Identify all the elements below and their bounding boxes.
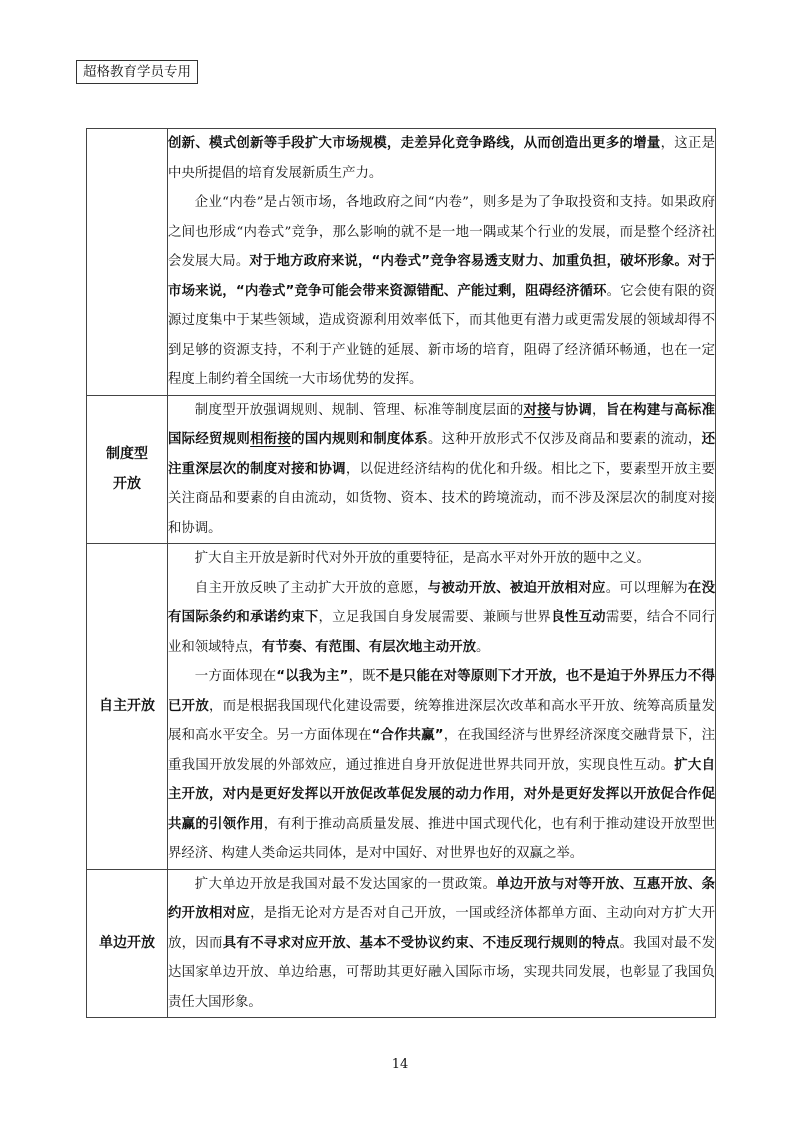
- paragraph: [168, 662, 715, 869]
- row-label: [87, 869, 168, 1018]
- table-row: [87, 395, 716, 544]
- row-content: [168, 544, 716, 870]
- table-row: [87, 129, 716, 396]
- text-run: ，这正是中央所提倡的培育发展新质生产力。: [168, 136, 716, 181]
- bold-text: 有节奏、有范围、有层次地主动开放: [261, 639, 476, 655]
- content-table: [86, 128, 716, 1018]
- bold-text: 与被动开放、被迫开放相对应: [427, 580, 606, 596]
- row-label: [87, 544, 168, 870]
- document-tag: 超格教育学员专用: [76, 60, 198, 84]
- bold-text: 单边开放与对等开放、互惠开放、条约开放相对应: [168, 876, 716, 921]
- text-run: ，是指无论对方是否对自己开放，一国或经济体都单方面、主动向对方扩大开放，因而: [168, 906, 715, 951]
- bold-text: 具有不寻求对应开放、基本不受协议约束、不违反现行规则的特点: [222, 935, 620, 951]
- paragraph: [168, 574, 715, 663]
- text-run: 自主开放反映了主动扩大开放的意愿，: [194, 580, 428, 596]
- text-run: ，以促进经济结构的优化和升级。相比之下，要素型开放主要关注商品和要素的自由流动，如货物、资本、技术的跨境流动，而不涉及深层次的制度对接和协调。: [168, 461, 716, 536]
- bold-text: 旨在构建与高标准国际经贸规则: [168, 402, 716, 447]
- bold-text: 良性互动: [551, 610, 606, 625]
- row-label: [87, 395, 168, 544]
- text-run: 扩大自主开放是新时代对外开放的重要特征，是高水平对外开放的题中之义。: [194, 551, 651, 566]
- text-run: 。我国对最不发达国家单边开放、单边给惠，可帮助其更好融入国际市场，实现共同发展，也彰显了我国负责任大国形象。: [168, 935, 716, 1010]
- text-run: 制度型开放强调规则、规制、管理、标准等制度层面的: [194, 402, 524, 418]
- text-run: ，在我国经济与世界经济深度交融背景下，注重我国开放发展的外部效应，通过推进自身开放促进世界共同开放，实现良性互动。: [168, 728, 715, 773]
- bold-text: 相衔接: [250, 432, 292, 447]
- row-label-line: 单边开放: [99, 935, 155, 952]
- bold-text: 扩大自主开放，对内是更好发挥以开放促改革促发展的动力作用，对外是更好发挥以开放促合作促共赢的引领作用: [168, 757, 716, 832]
- bold-text: 对于地方政府来说，“内卷式”竞争容易透支财力、加重负担，破坏形象。对于市场来说，“内卷式”竞争可能会带来资源错配、产能过剩，阻碍经济循环: [168, 254, 715, 299]
- table-row: [87, 544, 716, 870]
- row-label-line: 开放: [113, 476, 141, 493]
- text-run: 需要，结合不同行业和领域特点，: [168, 610, 716, 655]
- bold-text: 对接: [523, 402, 551, 418]
- text-run: 。可以理解为: [605, 580, 688, 596]
- text-run: 。: [475, 639, 490, 655]
- bold-text: 创新、模式创新等手段扩大市场规模，走差异化竞争路线，从而创造出更多的增量: [168, 136, 661, 151]
- text-run: ，而是根据我国现代化建设需要，统筹推进深层次改革和高水平开放、统筹高质量发展和高水平安全。另一方面体现在: [168, 698, 715, 743]
- bold-text: 的国内规则和制度体系: [291, 432, 428, 447]
- text-run: 企业“内卷”是占领市场，各地政府之间“内卷”，则多是为了争取投资和支持。如果政府之间也形成“内卷式”竞争，那么影响的就不是一地一隅或某个行业的发展，而是整个经济社会发展大局。: [168, 195, 715, 269]
- row-content: [168, 869, 716, 1018]
- text-run: ，: [592, 402, 606, 418]
- row-label-line: 自主开放: [99, 698, 155, 715]
- paragraph: [168, 188, 715, 395]
- row-content: [168, 395, 716, 544]
- table-row: [87, 869, 716, 1018]
- bold-text: 在没有国际条约和承诺约束下: [168, 580, 716, 625]
- bold-text: “以我为主”: [276, 669, 349, 684]
- row-content: [168, 129, 716, 396]
- text-run: 扩大单边开放是我国对最不发达国家的一贯政策。: [194, 876, 497, 892]
- bold-text: 与协调: [550, 402, 593, 418]
- paragraph: [168, 870, 715, 1018]
- page-number: 14: [391, 1057, 409, 1072]
- bold-text: “合作共赢”: [371, 728, 444, 743]
- paragraph: [168, 396, 715, 544]
- row-label-line: 制度型: [106, 446, 148, 463]
- text-run: ，有利于推动高质量发展、推进中国式现代化，也有利于推动建设开放型世界经济、构建人类命运共同体，是对中国好、对世界也好的双赢之举。: [168, 816, 716, 861]
- bold-text: 不是只能在对等原则下才开放，也不是迫于外界压力不得已开放: [168, 669, 716, 714]
- bold-text: 还注重深层次的制度对接和协调: [168, 432, 716, 477]
- text-run: 。这种开放形式不仅涉及商品和要素的流动，: [427, 432, 702, 447]
- paragraph: [168, 544, 715, 574]
- text-run: 一方面体现在: [194, 669, 277, 684]
- text-run: ，立足我国自身发展需要、兼顾与世界: [318, 610, 552, 625]
- text-run: ，既: [348, 669, 376, 684]
- text-run: 。它会使有限的资源过度集中于某些领域，造成资源利用效率低下，而其他更有潜力或更需发展的领域却得不到足够的资源支持，不利于产业链的延展、新市场的培育，阻碍了经济循环畅通，也在一定程度上制约着全国统一大市场优势的发挥。: [168, 283, 716, 387]
- row-label: [87, 129, 168, 396]
- paragraph: [168, 129, 715, 188]
